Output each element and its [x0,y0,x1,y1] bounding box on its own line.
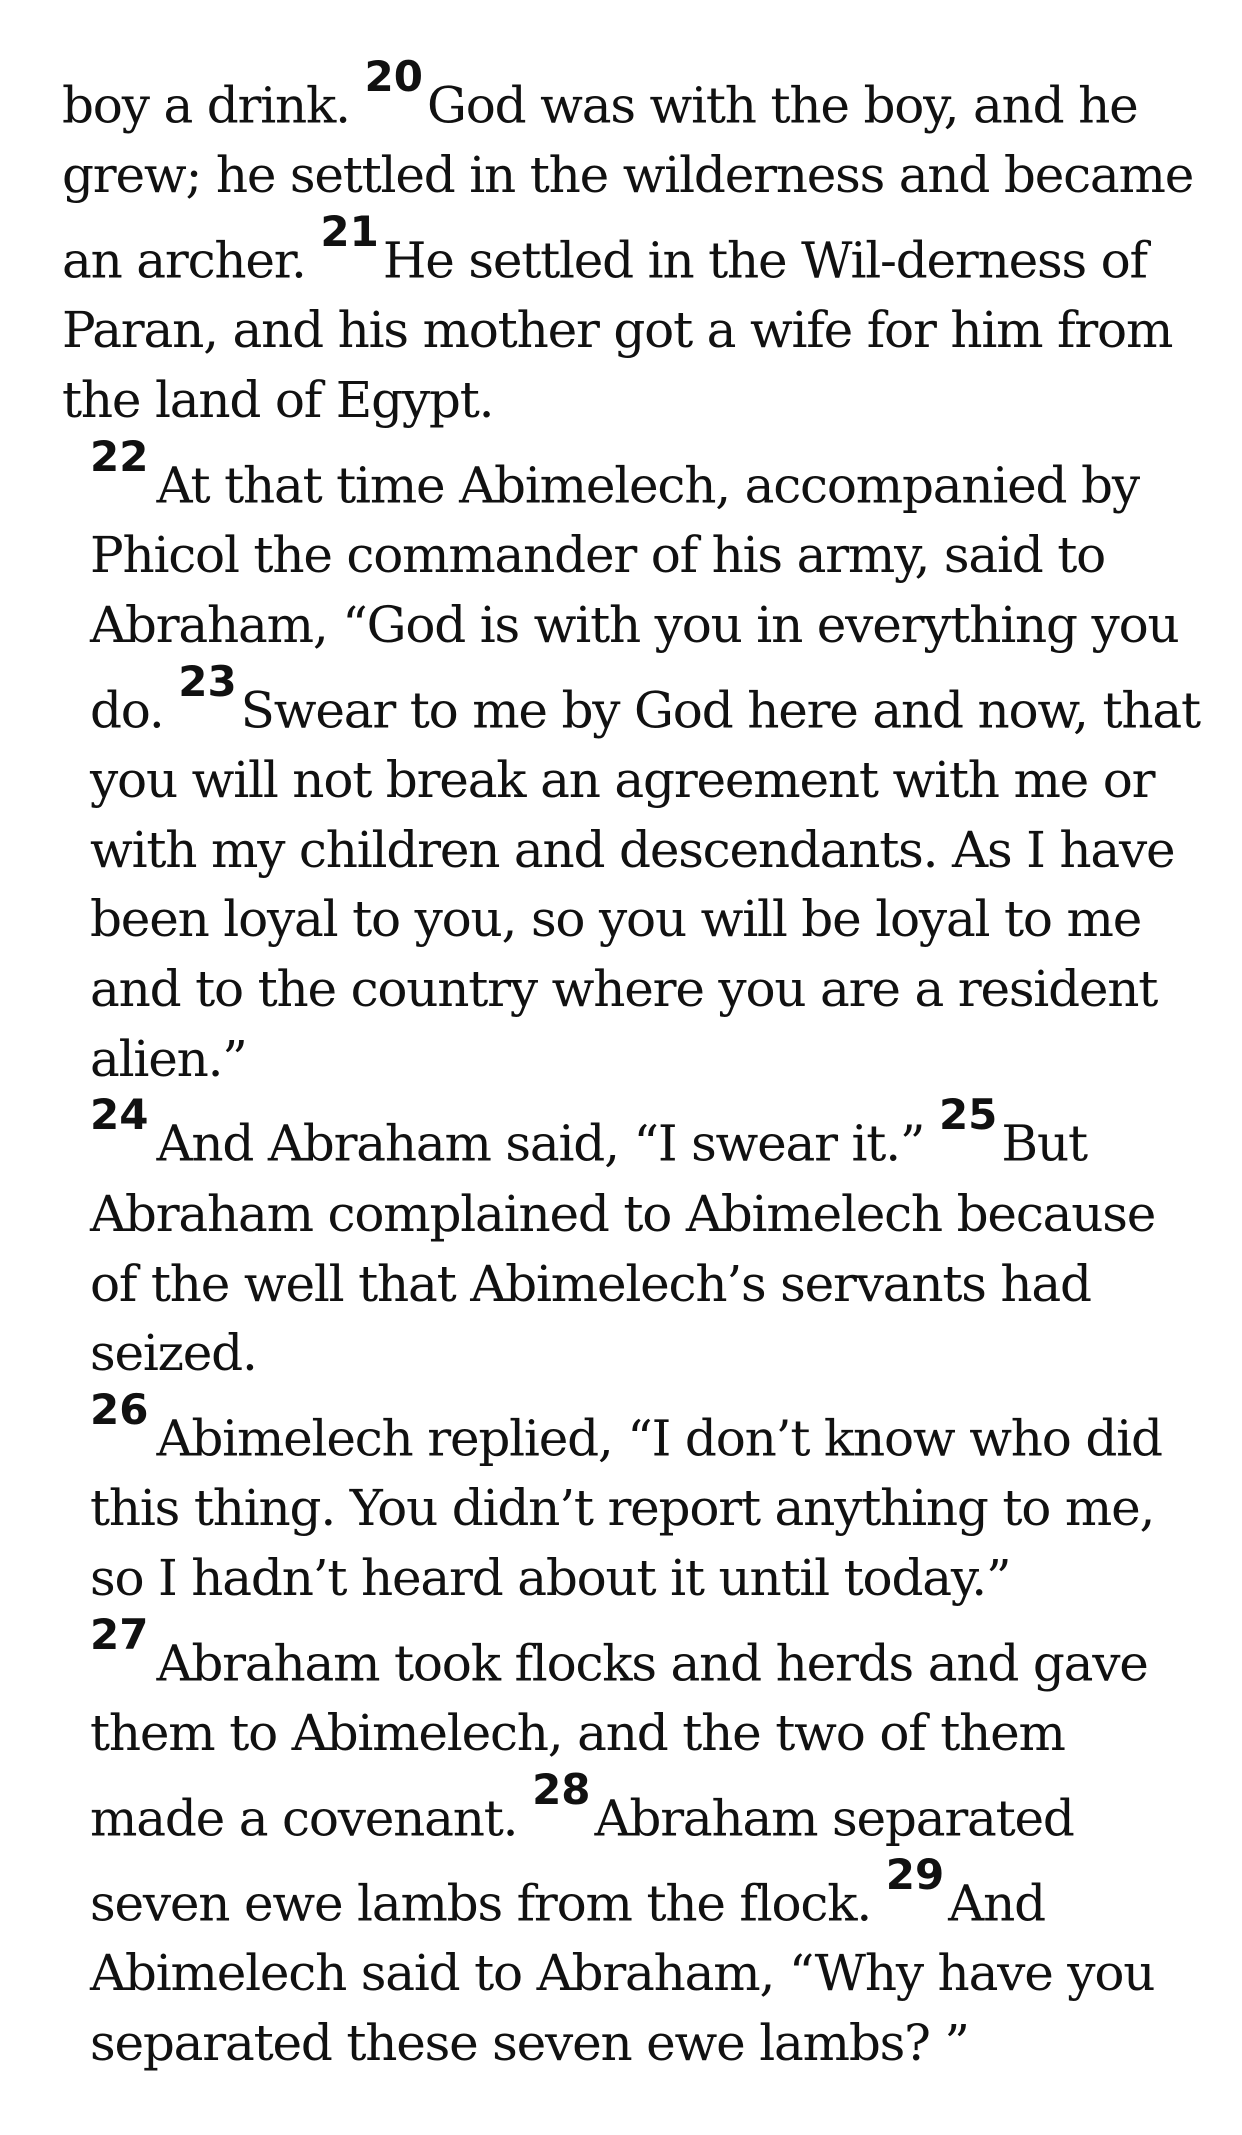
verse-number-25[interactable]: 25 [938,1090,998,1140]
scripture-text [62,52,1202,2079]
verse-text: boy a drink. [62,76,365,135]
paragraph-1 [62,52,1202,436]
verse-text: And Abimelech said to Abraham, “Why have you separated these seven ewe lambs? ” [90,1874,1155,2073]
verse-text: But Abraham complained to Abimelech because of the well that Abimelech’s servants had seized. [90,1115,1156,1383]
verse-text: At that time Abimelech, accompanied by Phicol the commander of his army, said to Abraham, “God is with you in everything you do. [90,456,1179,740]
verse-text: And Abraham said, “I swear it.” [156,1115,939,1174]
verse-number-22[interactable]: 22 [90,431,149,481]
verse-number-27[interactable]: 27 [90,1609,149,1659]
verse-number-21[interactable]: 21 [320,207,379,257]
verse-text: He settled in the Wil-derness of Paran, and his mother got a wife for him from the land of Egypt. [62,231,1173,430]
verse-number-20[interactable]: 20 [364,52,423,101]
paragraph-2 [62,431,1202,1095]
verse-number-23[interactable]: 23 [178,656,237,706]
verse-text: Abraham took flocks and herds and gave them to Abimelech, and the two of them made a covenant. [90,1634,1148,1848]
verse-number-26[interactable]: 26 [90,1384,149,1434]
paragraph-5 [62,1609,1202,2079]
paragraph-4 [62,1384,1202,1614]
verse-number-29[interactable]: 29 [885,1850,945,1900]
verse-text: Abraham separated seven ewe lambs from the flock. [90,1789,1074,1933]
verse-number-28[interactable]: 28 [532,1764,591,1814]
verse-text: Abimelech replied, “I don’t know who did this thing. You didn’t report anything to me, so I hadn’t heard about it until today.” [90,1409,1162,1607]
verse-text: Swear to me by God here and now, that you will not break an agreement with me or with my children and descendants. As I have been loyal to you, so you will be loyal to me and to the country where you are a resident alien.” [90,681,1200,1088]
verse-number-24[interactable]: 24 [90,1090,149,1140]
paragraph-3 [62,1090,1202,1388]
verse-text: God was with the boy, and he grew; he settled in the wilderness and became an archer. [62,76,1194,290]
